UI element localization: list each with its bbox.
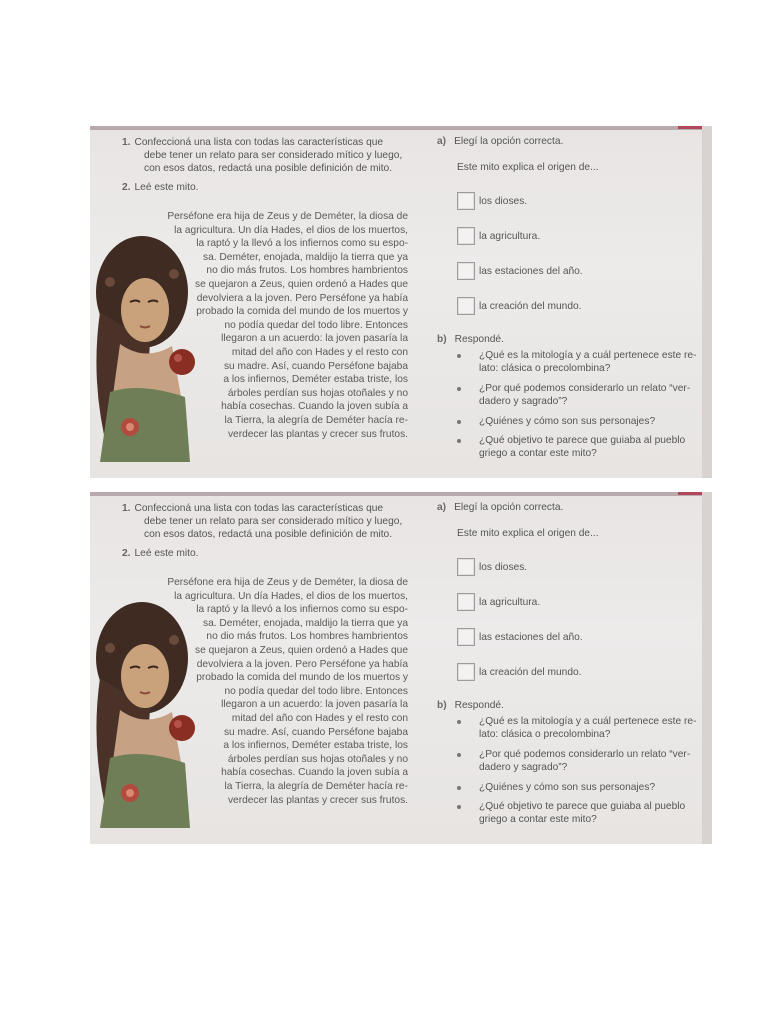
option-item[interactable]: los dioses. [457, 192, 527, 210]
bullet-icon [457, 753, 461, 757]
bullet-question: ¿Quiénes y cómo son sus personajes? [457, 416, 697, 429]
checkbox[interactable] [457, 192, 475, 210]
bullet-icon [457, 720, 461, 724]
checkbox[interactable] [457, 227, 475, 245]
bullet-icon [457, 387, 461, 391]
question-2: 2. Leé este mito. [122, 548, 199, 559]
option-item[interactable]: la agricultura. [457, 593, 540, 611]
section-b-title: b) Respondé. [437, 700, 504, 711]
checkbox[interactable] [457, 558, 475, 576]
bullet-question: ¿Qué es la mitología y a cuál pertenece este re- lato: clásica o precolombina? [457, 716, 697, 741]
question-2: 2. Leé este mito. [122, 182, 199, 193]
textbook-photo-1 [90, 126, 712, 478]
section-a-prompt: Este mito explica el origen de... [457, 162, 599, 173]
question-1: 1. Confeccioná una lista con todas las características que debe tener un relato para ser considerado mítico y luego, con esos datos, redactá una posible definición de mito. [122, 503, 403, 540]
option-item[interactable]: las estaciones del año. [457, 628, 583, 646]
page-edge-right [702, 126, 712, 478]
bullet-icon [457, 786, 461, 790]
bullet-question: ¿Por qué podemos considerarlo un relato “ver- dadero y sagrado”? [457, 749, 697, 774]
option-item[interactable]: las estaciones del año. [457, 262, 583, 280]
myth-text: Perséfone era hija de Zeus y de Deméter, la diosa de la agricultura. Un día Hades, el dios de los muertos, la raptó y la llevó a los infiernos como su espo- sa. Deméter, enojada, maldijo la tierra que ya no dio más frutos. Los hombres hambrientos se quejaron a Zeus, quien ordenó a Hades que devolviera a la joven. Pero Perséfone ya había probado la comida del mundo de los muertos y no podía quedar del todo libre. Entonces llegaron a un acuerdo: la joven pasaría la mitad del año con Hades y el resto con su madre. Así, cuando Perséfone bajaba a los infiernos, Deméter estaba triste, los árboles perdían sus hojas otoñales y no había cosechas. Cuando la joven subía a la Tierra, la alegría de Deméter hacía re- verdecer las plantas y crecer sus frutos. [167, 211, 408, 440]
bullet-icon [457, 439, 461, 443]
checkbox[interactable] [457, 262, 475, 280]
option-item[interactable]: la agricultura. [457, 227, 540, 245]
option-item[interactable]: la creación del mundo. [457, 297, 582, 315]
page-edge-right [702, 492, 712, 844]
page-edge [90, 492, 712, 496]
section-b-title: b) Respondé. [437, 334, 504, 345]
textbook-photo-2 [90, 492, 712, 844]
option-item[interactable]: los dioses. [457, 558, 527, 576]
checkbox[interactable] [457, 628, 475, 646]
bullet-icon [457, 354, 461, 358]
section-a-title: a) Elegí la opción correcta. [437, 136, 564, 147]
checkbox[interactable] [457, 663, 475, 681]
bullet-question: ¿Qué objetivo te parece que guiaba al pueblo griego a contar este mito? [457, 801, 697, 826]
option-item[interactable]: la creación del mundo. [457, 663, 582, 681]
section-a-prompt: Este mito explica el origen de... [457, 528, 599, 539]
checkbox[interactable] [457, 593, 475, 611]
bullet-icon [457, 805, 461, 809]
bullet-icon [457, 420, 461, 424]
question-1: 1. Confeccioná una lista con todas las características que debe tener un relato para ser considerado mítico y luego, con esos datos, redactá una posible definición de mito. [122, 137, 403, 174]
bullet-question: ¿Por qué podemos considerarlo un relato “ver- dadero y sagrado”? [457, 383, 697, 408]
page-edge [90, 126, 712, 130]
bullet-question: ¿Qué es la mitología y a cuál pertenece este re- lato: clásica o precolombina? [457, 350, 697, 375]
bullet-question: ¿Quiénes y cómo son sus personajes? [457, 782, 697, 795]
myth-text: Perséfone era hija de Zeus y de Deméter, la diosa de la agricultura. Un día Hades, el dios de los muertos, la raptó y la llevó a los infiernos como su espo- sa. Deméter, enojada, maldijo la tierra que ya no dio más frutos. Los hombres hambrientos se quejaron a Zeus, quien ordenó a Hades que devolviera a la joven. Pero Perséfone ya había probado la comida del mundo de los muertos y no podía quedar del todo libre. Entonces llegaron a un acuerdo: la joven pasaría la mitad del año con Hades y el resto con su madre. Así, cuando Perséfone bajaba a los infiernos, Deméter estaba triste, los árboles perdían sus hojas otoñales y no había cosechas. Cuando la joven subía a la Tierra, la alegría de Deméter hacía re- verdecer las plantas y crecer sus frutos. [167, 577, 408, 806]
section-a-title: a) Elegí la opción correcta. [437, 502, 564, 513]
bullet-question: ¿Qué objetivo te parece que guiaba al pueblo griego a contar este mito? [457, 435, 697, 460]
checkbox[interactable] [457, 297, 475, 315]
